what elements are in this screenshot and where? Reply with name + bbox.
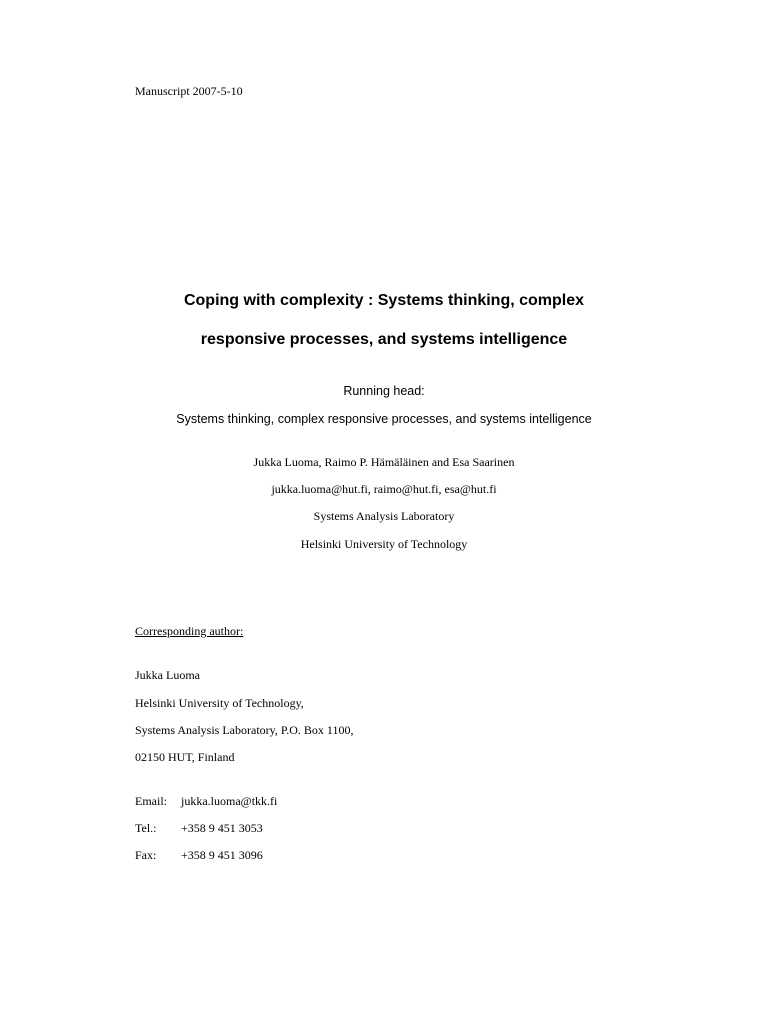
title-line-2: responsive processes, and systems intelligence [200,331,568,348]
address-line-city: 02150 HUT, Finland [135,750,235,764]
tel-value: +358 9 451 3053 [181,821,263,835]
running-head-label: Running head: [343,384,425,398]
author-laboratory: Systems Analysis Laboratory [313,509,455,523]
fax-label: Fax: [135,848,157,862]
fax-value: +358 9 451 3096 [181,848,263,862]
address-line-name: Jukka Luoma [135,668,200,682]
title-line-1: Coping with complexity : Systems thinking, complex [183,292,585,309]
address-line-laboratory: Systems Analysis Laboratory, P.O. Box 1100, [135,723,354,737]
email-label: Email: [135,794,167,808]
address-line-university: Helsinki University of Technology, [135,696,304,710]
email-value: jukka.luoma@tkk.fi [181,794,278,808]
author-university: Helsinki University of Technology [300,537,468,551]
author-names: Jukka Luoma, Raimo P. Hämäläinen and Esa Saarinen [253,455,515,469]
author-emails: jukka.luoma@hut.fi, raimo@hut.fi, esa@hut.fi [271,482,497,496]
tel-label: Tel.: [135,821,157,835]
corresponding-author-label: Corresponding author: [135,624,244,638]
running-head-text: Systems thinking, complex responsive processes, and systems intelligence [176,412,592,426]
manuscript-date: Manuscript 2007-5-10 [135,84,243,98]
